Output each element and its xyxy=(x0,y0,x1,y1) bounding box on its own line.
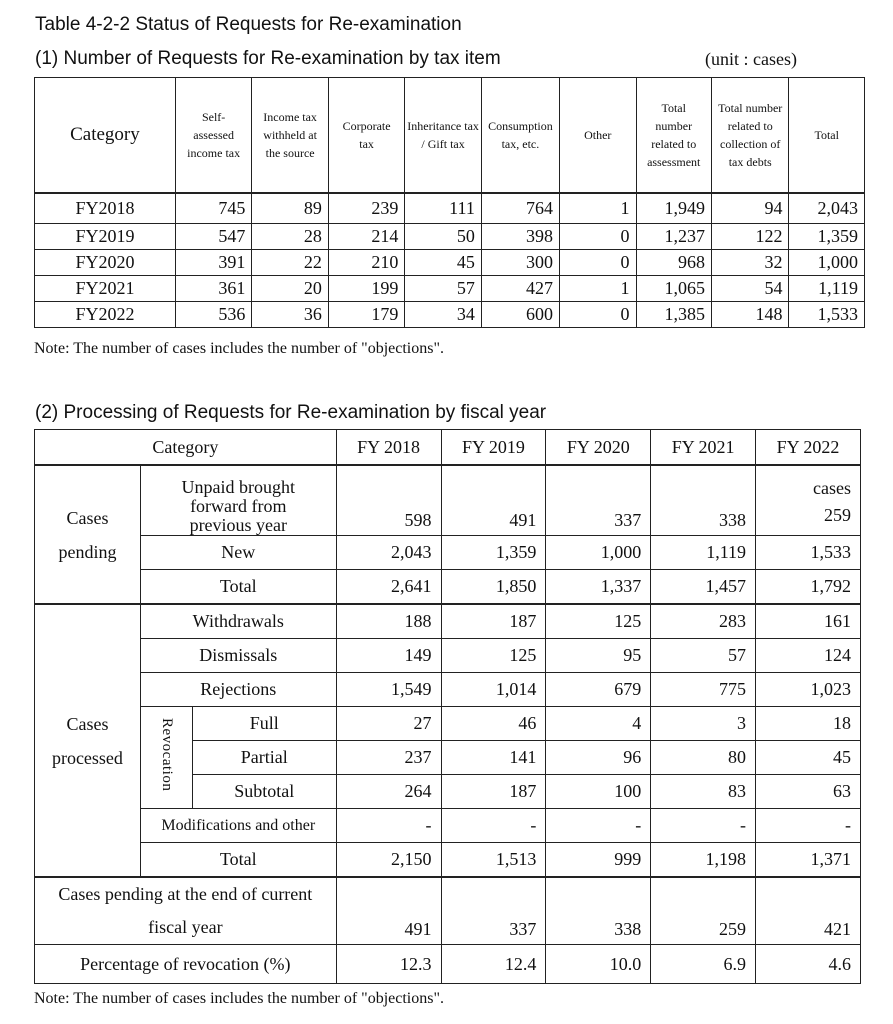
row-label-line1: Cases pending at the end of current xyxy=(58,884,313,904)
col-header-category: Category xyxy=(35,78,176,194)
cell-value: 679 xyxy=(546,673,651,707)
cell-value: 1 xyxy=(560,276,636,302)
cell-value: 141 xyxy=(441,741,546,775)
cell-value: 2,043 xyxy=(336,536,441,570)
cell-value: - xyxy=(756,809,861,843)
cell-value: 1,065 xyxy=(636,276,711,302)
cell-value: 337 xyxy=(546,465,651,536)
cell-value: - xyxy=(546,809,651,843)
cell-value: 57 xyxy=(405,276,481,302)
cell-value: 968 xyxy=(636,250,711,276)
cell-value: 600 xyxy=(481,302,559,328)
cell-value: 122 xyxy=(711,224,788,250)
table-row-revocation-full xyxy=(35,707,861,741)
cell-value: 22 xyxy=(252,250,328,276)
col-header-category: Category xyxy=(35,430,337,466)
revocation-group-label xyxy=(140,707,192,809)
row-label: New xyxy=(140,536,336,570)
cell-value: 1,385 xyxy=(636,302,711,328)
row-label-line2: fiscal year xyxy=(148,917,223,937)
table1-header-row xyxy=(35,78,865,194)
row-category: FY2019 xyxy=(35,224,176,250)
cell-value: 1,371 xyxy=(756,843,861,878)
col-header-consumption: Consumption tax, etc. xyxy=(481,78,559,194)
cell-value: 20 xyxy=(252,276,328,302)
cell-value: 57 xyxy=(651,639,756,673)
cell-value: 745 xyxy=(175,193,251,224)
cell-value: 1,119 xyxy=(651,536,756,570)
table-row-processed-total xyxy=(35,843,861,878)
cell-value: 124 xyxy=(756,639,861,673)
cell-value: 28 xyxy=(252,224,328,250)
unit-cases-label: cases xyxy=(813,477,851,498)
cell-value: 338 xyxy=(651,465,756,536)
cell-value-with-unit xyxy=(756,465,861,536)
row-label: Full xyxy=(192,707,336,741)
cell-value: 83 xyxy=(651,775,756,809)
cell-value: 1,000 xyxy=(789,250,865,276)
cell-value: - xyxy=(441,809,546,843)
row-category: FY2018 xyxy=(35,193,176,224)
table-processing-by-fiscal-year xyxy=(34,429,861,984)
row-category: FY2020 xyxy=(35,250,176,276)
cell-value: 775 xyxy=(651,673,756,707)
cell-value: - xyxy=(651,809,756,843)
row-label: Dismissals xyxy=(140,639,336,673)
table-row-pending-end xyxy=(35,877,861,945)
cell-value: 4 xyxy=(546,707,651,741)
table-requests-by-tax-item xyxy=(34,77,865,328)
cell-value: 214 xyxy=(328,224,404,250)
cell-value: 259 xyxy=(651,877,756,945)
cell-value: 264 xyxy=(336,775,441,809)
cell-value: - xyxy=(336,809,441,843)
row-label: Percentage of revocation (%) xyxy=(35,945,337,984)
cell-value: 1,119 xyxy=(789,276,865,302)
cell-value: 179 xyxy=(328,302,404,328)
cell-value: 1,237 xyxy=(636,224,711,250)
group-label-cases-processed xyxy=(35,604,141,877)
cell-value: 0 xyxy=(560,302,636,328)
cell-value: 45 xyxy=(405,250,481,276)
cell-value: 187 xyxy=(441,604,546,639)
unit-label: (unit : cases) xyxy=(705,49,797,69)
cell-value: 491 xyxy=(336,877,441,945)
cell-value: 536 xyxy=(175,302,251,328)
group-label-cases-pending-text: Cases pending xyxy=(58,507,117,562)
cell-value: 54 xyxy=(711,276,788,302)
row-label: Unpaid brought forward from previous year xyxy=(140,465,336,536)
cell-value: 89 xyxy=(252,193,328,224)
table-row-revocation-percentage xyxy=(35,945,861,984)
cell-value: 12.4 xyxy=(441,945,546,984)
cell-value: 95 xyxy=(546,639,651,673)
row-label: Modifications and other xyxy=(140,809,336,843)
revocation-label-text: Revocation xyxy=(158,718,175,792)
row-label: Partial xyxy=(192,741,336,775)
cell-value: 1,198 xyxy=(651,843,756,878)
cell-value: 547 xyxy=(175,224,251,250)
cell-value: 2,150 xyxy=(336,843,441,878)
cell-value: 1,792 xyxy=(756,570,861,605)
cell-value: 18 xyxy=(756,707,861,741)
cell-value: 398 xyxy=(481,224,559,250)
cell-value: 27 xyxy=(336,707,441,741)
cell-value: 1,023 xyxy=(756,673,861,707)
cell-value: 0 xyxy=(560,250,636,276)
cell-value: 237 xyxy=(336,741,441,775)
cell-value: 1,850 xyxy=(441,570,546,605)
cell-value: 34 xyxy=(405,302,481,328)
cell-value: 36 xyxy=(252,302,328,328)
col-header-total-assessment: Total number related to assessment xyxy=(636,78,711,194)
cell-value: 199 xyxy=(328,276,404,302)
cell-value: 187 xyxy=(441,775,546,809)
cell-value: 427 xyxy=(481,276,559,302)
cell-value: 149 xyxy=(336,639,441,673)
col-header-inheritance: Inheritance tax / Gift tax xyxy=(405,78,481,194)
cell-value: 1 xyxy=(560,193,636,224)
cell-value: 283 xyxy=(651,604,756,639)
col-header-year: FY 2020 xyxy=(546,430,651,466)
cell-value: 148 xyxy=(711,302,788,328)
cell-value: 1,513 xyxy=(441,843,546,878)
cell-value: 1,549 xyxy=(336,673,441,707)
row-label: Total xyxy=(140,843,336,878)
cell-value: 1,533 xyxy=(789,302,865,328)
section1-note: Note: The number of cases includes the number of "objections". xyxy=(34,340,444,357)
table-row xyxy=(35,193,865,224)
cell-value: 125 xyxy=(441,639,546,673)
cell-value: 361 xyxy=(175,276,251,302)
table-row-pending-total xyxy=(35,570,861,605)
table-row xyxy=(35,302,865,328)
cell-value: 1,949 xyxy=(636,193,711,224)
cell-value: 3 xyxy=(651,707,756,741)
col-header-total: Total xyxy=(789,78,865,194)
cell-value: 111 xyxy=(405,193,481,224)
cell-value: 100 xyxy=(546,775,651,809)
row-label: Total xyxy=(140,570,336,605)
table-row xyxy=(35,276,865,302)
cell-value: 0 xyxy=(560,224,636,250)
col-header-year: FY 2019 xyxy=(441,430,546,466)
col-header-corporate: Corporate tax xyxy=(328,78,404,194)
col-header-withheld: Income tax withheld at the source xyxy=(252,78,328,194)
col-header-other: Other xyxy=(560,78,636,194)
table-row-withdrawals xyxy=(35,604,861,639)
cell-value: 125 xyxy=(546,604,651,639)
cell-value: 96 xyxy=(546,741,651,775)
cell-value: 300 xyxy=(481,250,559,276)
col-header-total-collection: Total number related to collection of tax debts xyxy=(711,78,788,194)
cell-value: 1,014 xyxy=(441,673,546,707)
cell-value: 337 xyxy=(441,877,546,945)
table-row-unpaid-forward xyxy=(35,465,861,536)
cell-value: 94 xyxy=(711,193,788,224)
cell-value: 50 xyxy=(405,224,481,250)
cell-value: 338 xyxy=(546,877,651,945)
cell-value: 2,043 xyxy=(789,193,865,224)
table-row-modifications xyxy=(35,809,861,843)
row-label-pending-end xyxy=(35,877,337,945)
cell-value: 391 xyxy=(175,250,251,276)
cell-value: 239 xyxy=(328,193,404,224)
table-row xyxy=(35,250,865,276)
section2-note: Note: The number of cases includes the number of "objections". xyxy=(34,990,444,1007)
cell-value: 598 xyxy=(336,465,441,536)
cell-value: 32 xyxy=(711,250,788,276)
cell-value: 161 xyxy=(756,604,861,639)
col-header-year: FY 2021 xyxy=(651,430,756,466)
section1-heading: (1) Number of Requests for Re-examination by tax item xyxy=(35,48,501,69)
cell-value: 1,359 xyxy=(789,224,865,250)
col-header-year: FY 2022 xyxy=(756,430,861,466)
cell-value: 1,359 xyxy=(441,536,546,570)
row-label: Subtotal xyxy=(192,775,336,809)
table-row-new xyxy=(35,536,861,570)
cell-value: 188 xyxy=(336,604,441,639)
cell-value: 63 xyxy=(756,775,861,809)
cell-value: 421 xyxy=(756,877,861,945)
row-label: Rejections xyxy=(140,673,336,707)
table2-header-row xyxy=(35,430,861,466)
row-category: FY2022 xyxy=(35,302,176,328)
cell-value: 2,641 xyxy=(336,570,441,605)
group-label-cases-processed-text: Cases processed xyxy=(51,713,123,768)
cell-value: 1,337 xyxy=(546,570,651,605)
cell-value: 10.0 xyxy=(546,945,651,984)
cell-value: 80 xyxy=(651,741,756,775)
row-label: Withdrawals xyxy=(140,604,336,639)
table-row-dismissals xyxy=(35,639,861,673)
table-row-rejections xyxy=(35,673,861,707)
cell-value: 46 xyxy=(441,707,546,741)
group-label-cases-pending xyxy=(35,465,141,604)
col-header-self-assessed: Self-assessed income tax xyxy=(175,78,251,194)
cell-value: 491 xyxy=(441,465,546,536)
cell-value: 12.3 xyxy=(336,945,441,984)
cell-value: 1,000 xyxy=(546,536,651,570)
col-header-year: FY 2018 xyxy=(336,430,441,466)
section2-heading: (2) Processing of Requests for Re-examination by fiscal year xyxy=(35,402,547,423)
row-category: FY2021 xyxy=(35,276,176,302)
cell-value: 764 xyxy=(481,193,559,224)
cell-value: 6.9 xyxy=(651,945,756,984)
cell-value: 210 xyxy=(328,250,404,276)
cell-value: 4.6 xyxy=(756,945,861,984)
table-row xyxy=(35,224,865,250)
cell-value: 1,533 xyxy=(756,536,861,570)
cell-value: 259 xyxy=(824,504,851,525)
cell-value: 999 xyxy=(546,843,651,878)
cell-value: 45 xyxy=(756,741,861,775)
page-title: Table 4-2-2 Status of Requests for Re-examination xyxy=(35,14,462,35)
cell-value: 1,457 xyxy=(651,570,756,605)
